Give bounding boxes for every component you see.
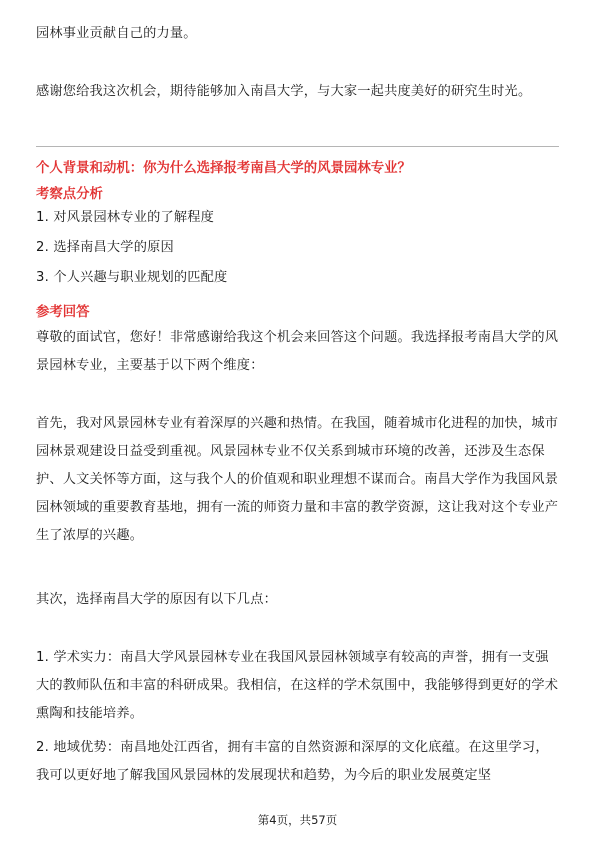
answer-paragraph: 其次，选择南昌大学的原因有以下几点：: [36, 592, 277, 607]
answer-paragraph: 2. 地域优势：南昌地处江西省，拥有丰富的自然资源和深厚的文化底蕴。在这里学习，我可以更好地了解我国风景园林的发展现状和趋势，为今后的职业发展奠定坚: [36, 740, 549, 783]
answer-paragraph: 首先，我对风景园林专业有着深厚的兴趣和热情。在我国，随着城市化进程的加快，城市园林景观建设日益受到重视。风景园林专业不仅关系到城市环境的改善，还涉及生态保护、人文关怀等方面，这与我个人的价值观和职业理想不谋而合。南昌大学作为我国风景园林领域的重要教育基地，拥有一流的师资力量和丰富的教学资源，这让我对这个专业产生了浓厚的兴趣。: [36, 416, 559, 543]
intro-line-1: 园林事业贡献自己的力量。: [36, 26, 197, 41]
analysis-point: 3. 个人兴趣与职业规划的匹配度: [36, 270, 228, 285]
answer-heading: 参考回答: [36, 305, 90, 320]
answer-paragraph: 1. 学术实力：南昌大学风景园林专业在我国风景园林领域享有较高的声誉，拥有一支强大的教师队伍和丰富的科研成果。我相信，在这样的学术氛围中，我能够得到更好的学术熏陶和技能培养。: [36, 650, 559, 721]
question-title: 个人背景和动机：你为什么选择报考南昌大学的风景园林专业？: [36, 161, 411, 176]
answer-paragraph: 尊敬的面试官，您好！非常感谢给我这个机会来回答这个问题。我选择报考南昌大学的风景园林专业，主要基于以下两个维度：: [36, 330, 559, 373]
analysis-point: 2. 选择南昌大学的原因: [36, 240, 174, 255]
analysis-heading: 考察点分析: [36, 187, 103, 202]
intro-line-2: 感谢您给我这次机会，期待能够加入南昌大学，与大家一起共度美好的研究生时光。: [36, 84, 532, 99]
section-divider: [36, 146, 559, 147]
analysis-point: 1. 对风景园林专业的了解程度: [36, 210, 215, 225]
page-number: 第4页，共57页: [257, 813, 338, 827]
